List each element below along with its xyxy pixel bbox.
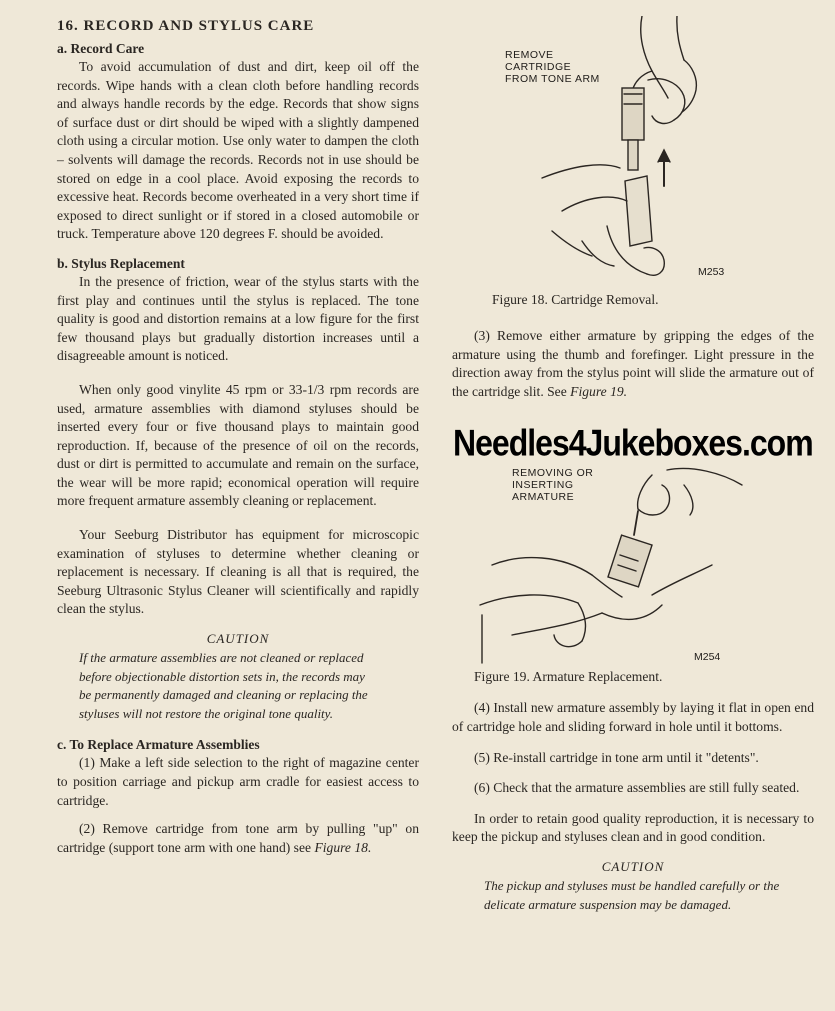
step-1: (1) Make a left side selection to the right of magazine center to position carriage and pickup arm cradle for easiest access to cartridge. <box>57 755 419 808</box>
site-watermark: Needles4Jukeboxes.com <box>453 422 813 464</box>
stylus-wear-text: In the presence of friction, wear of the stylus starts with the first play and continues until the stylus is replaced. The tone quality is good and distortion remains at a low figure for the first few thousand plays but gradually distortion increases until a disagreeable amount is noticed. <box>57 273 419 364</box>
closing-text: In order to retain good quality reproduction, it is necessary to keep the pickup and styluses clean and in good condition. <box>452 810 814 845</box>
figure-19-code: M254 <box>694 651 721 664</box>
figure-18 <box>452 16 814 307</box>
figure-18-code: M253 <box>698 266 725 278</box>
figure-19-callout: REMOVING OR INSERTING ARMATURE <box>512 467 594 504</box>
right-column <box>452 16 814 914</box>
caution-heading-2: CAUTION <box>601 858 665 874</box>
figure-18-callout: REMOVE CARTRIDGE FROM TONE ARM <box>505 49 600 85</box>
step-4: (4) Install new armature assembly by laying it flat in open end of cartridge hole and sliding forward in hole until it bottoms. <box>452 700 814 734</box>
figure-19 <box>452 465 814 685</box>
step-5: (5) Re-install cartridge in tone arm until it "detents". <box>474 749 759 765</box>
step-2: (2) Remove cartridge from tone arm by pulling "up" on cartridge (support tone arm with one hand) see Figure 18. <box>57 821 419 855</box>
subsection-stylus-replacement: b. Stylus Replacement <box>57 255 185 271</box>
cartridge-removal-illustration <box>452 16 814 291</box>
armature-replacement-illustration <box>452 465 814 675</box>
left-column <box>57 16 419 857</box>
step-6: (6) Check that the armature assemblies are still fully seated. <box>474 780 800 796</box>
subsection-replace-armature: c. To Replace Armature Assemblies <box>57 737 260 753</box>
subsection-record-care: a. Record Care <box>57 41 145 56</box>
figure-19-caption: Figure 19. Armature Replacement. <box>474 669 663 685</box>
distributor-text: Your Seeburg Distributor has equipment for microscopic examination of styluses to determine whether cleaning or replacement is necessary. If cleaning is all that is required, the Seeburg Ultrasonic Stylus Cleaner will scientifically and rapidly clean the stylus. <box>57 527 419 617</box>
caution-heading: CAUTION <box>206 631 270 647</box>
stylus-interval-text: When only good vinylite 45 rpm or 33-1/3 rpm records are used, armature assemblies with diamond styluses should be inserted every four or five thousand plays to maintain good reproduction. If, because of the presence of oil on the records, dust or dirt is permitted to accumulate and remain on the surface, the wear will be more rapid; economical operation will require more frequent armature assembly cleaning or replacement. <box>57 381 419 509</box>
caution-text: If the armature assemblies are not cleaned or replaced before objectionable distortion sets in, the records may be permanently damaged and cleaning or replacing the styluses will not restore the original tone quality. <box>79 650 368 721</box>
figure-19-reference: Figure 19. <box>570 383 628 399</box>
section-title: 16. RECORD AND STYLUS CARE <box>57 18 315 34</box>
figure-18-reference: Figure 18. <box>314 839 372 855</box>
record-care-text: To avoid accumulation of dust and dirt, keep oil off the records. Wipe hands with a clean cloth before handling records and always handle records by the edge. Records that show signs of surface dust or dirt should be wiped with a slightly dampened cloth using a circular motion. Use only water to dampen the cloth – solvents will damage the records. Records not in use should be stored on edge in a cool place. Avoid exposing the records to excessive heat. Records become overheated in a very short time if exposed to direct sunlight or if stored in a closed automobile or truck. Temperature above 120 degrees F. should be avoided. <box>57 59 419 242</box>
figure-18-caption: Figure 18. Cartridge Removal. <box>492 292 659 307</box>
step-3: (3) Remove either armature by gripping the edges of the armature using the thumb and forefinger. Light pressure in the direction away from the stylus point will slide the armature out of the cartridge slit. See Figure 19. <box>452 328 814 399</box>
caution-text-2: The pickup and styluses must be handled carefully or the delicate armature suspension may be damaged. <box>484 877 780 912</box>
